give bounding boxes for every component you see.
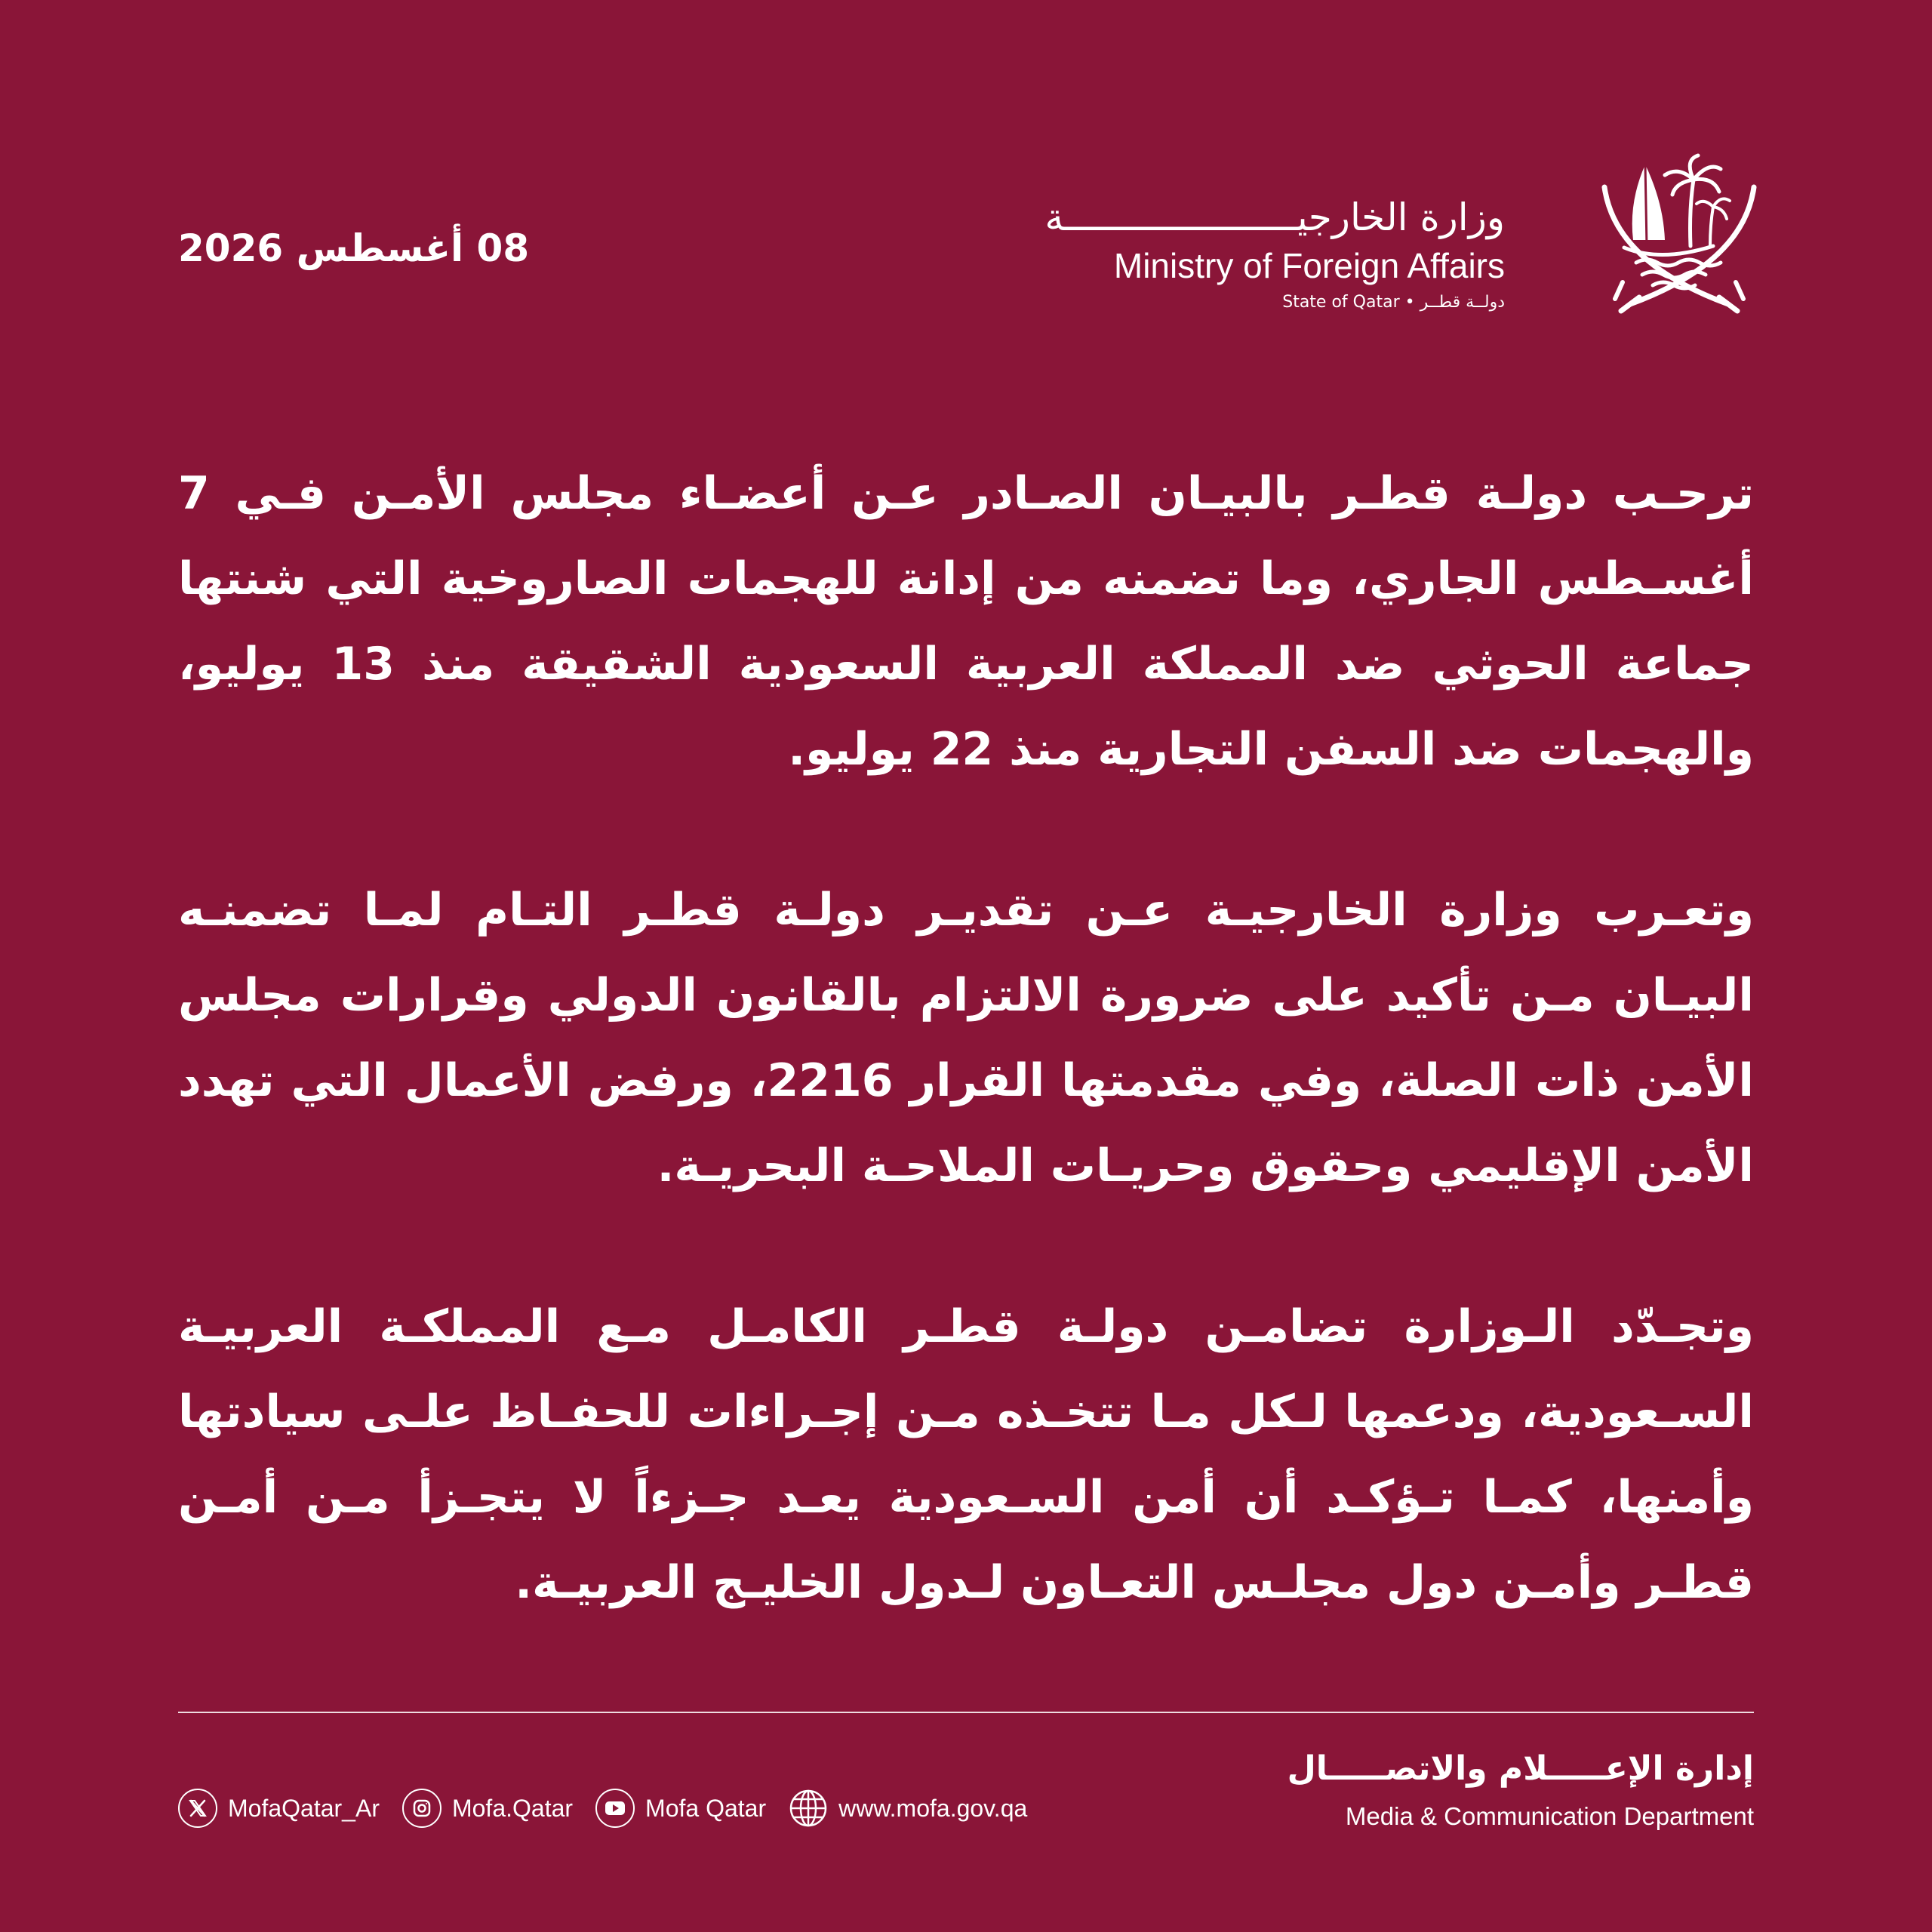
department-name-ar: إدارة الإعـــــلام والاتصـــــال: [1287, 1749, 1754, 1788]
globe-icon: [789, 1789, 828, 1828]
social-label-youtube: Mofa Qatar: [645, 1794, 767, 1822]
footer-divider: [178, 1712, 1754, 1713]
ministry-name-en: Ministry of Foreign Affairs: [1113, 246, 1505, 285]
x-icon: [178, 1789, 217, 1828]
social-link-youtube[interactable]: [595, 1789, 766, 1828]
statement-body: [178, 451, 1754, 1626]
state-name-en: State of Qatar: [1282, 293, 1400, 312]
instagram-icon: [402, 1789, 441, 1828]
department-block: [1287, 1746, 1754, 1834]
statement-paragraph-3: وتجـدّد الـوزارة تضامـن دولـة قطـر الكامـل مـع المملكـة العربيـة السـعودية، ودعمها لـكل مـا تتخـذه مـن إجـراءات للحفـاظ علـى سيادتها وأمنها، كمـا تـؤكـد أن أمن السـعودية يعـد جـزءاً لا يتجـزأ مـن أمـن قطـر وأمـن دول مجلـس التعـاون لـدول الخليـج العربيـة.: [178, 1300, 1754, 1609]
qatar-emblem-icon: [1600, 149, 1758, 315]
social-link-instagram[interactable]: [402, 1789, 573, 1828]
statement-paragraph-1: ترحـب دولـة قطـر بالبيـان الصـادر عـن أعضـاء مجلس الأمـن فـي 7 أغسـطس الجاري، وما تضمنه من إدانة للهجمات الصاروخية التي شنتها جماعة الحوثي ضد المملكة العربية السعودية الشقيقة منذ 13 يوليو، والهجمات ضد السفن التجارية منذ 22 يوليو.: [178, 467, 1754, 776]
social-label-instagram: Mofa.Qatar: [451, 1794, 574, 1822]
department-name-en: Media & Communication Department: [1345, 1802, 1754, 1830]
statement-paragraph-2: وتعـرب وزارة الخارجيـة عـن تقديـر دولـة قطـر التـام لمـا تضمنـه البيـان مـن تأكيد على ضرورة الالتزام بالقانون الدولي وقرارات مجلس الأمن ذات الصلة، وفي مقدمتها القرار 2216، ورفض الأعمال التي تهدد الأمن الإقليمي وحقوق وحريـات الملاحـة البحريـة.: [178, 884, 1755, 1192]
release-date: 08 أغسطس 2026: [178, 226, 530, 270]
youtube-icon: [595, 1789, 635, 1828]
social-link-website[interactable]: [789, 1789, 1027, 1828]
state-separator: •: [1404, 293, 1415, 312]
state-name-ar: دولــة قطــر: [1420, 293, 1505, 312]
social-label-x: MofaQatar_Ar: [228, 1794, 380, 1822]
ministry-name-ar: وزارة الخارجيـــــــــــــــــــــة: [1044, 195, 1505, 239]
social-links: [178, 1789, 1050, 1828]
social-label-website: www.mofa.gov.qa: [838, 1794, 1028, 1822]
ministry-branding: [1044, 195, 1505, 314]
state-line: [1082, 291, 1505, 314]
social-link-x[interactable]: [178, 1789, 380, 1828]
